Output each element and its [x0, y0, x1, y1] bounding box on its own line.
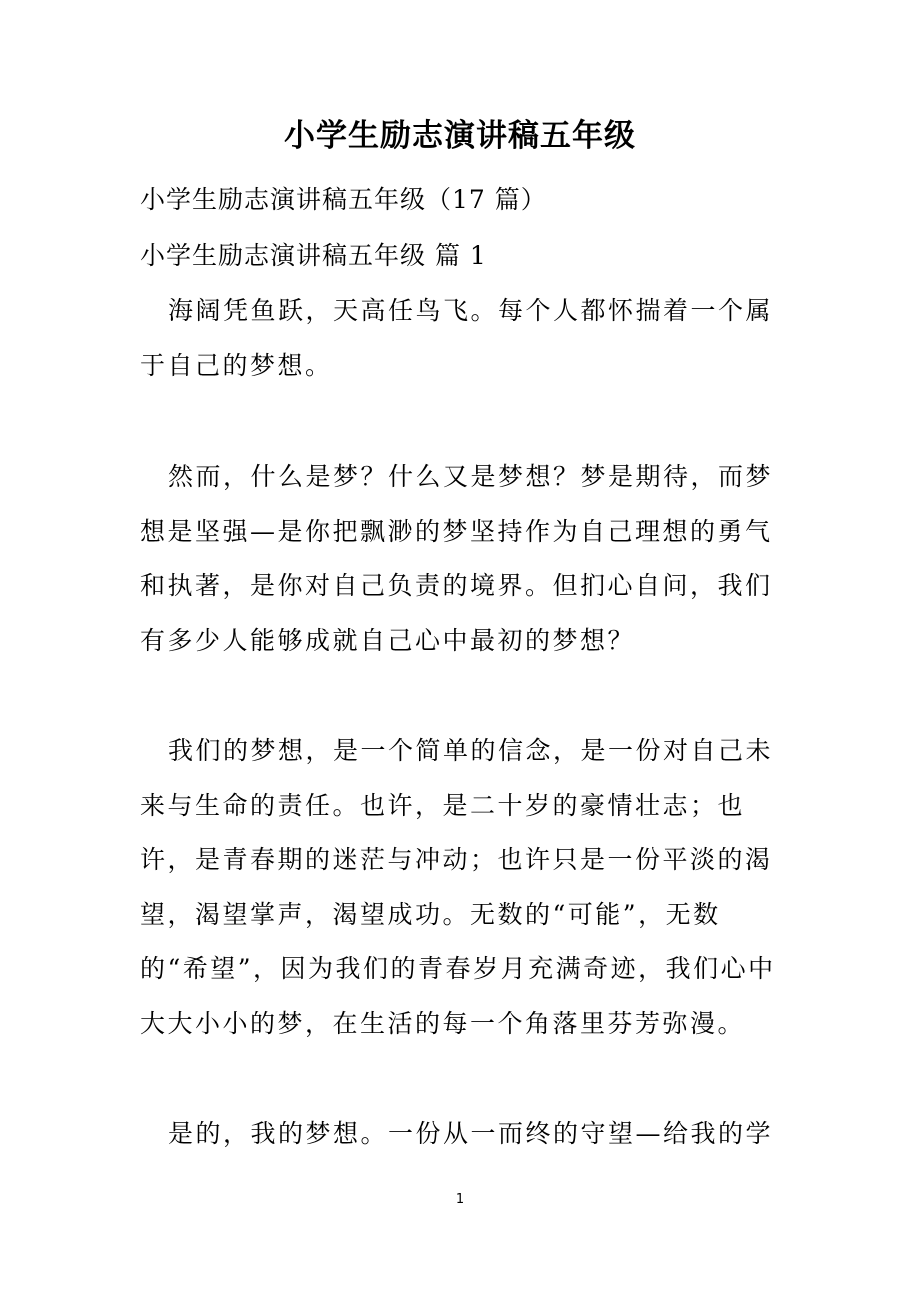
- body-paragraph-3: 我们的梦想，是一个简单的信念，是一份对自己未来与生命的责任。也许，是二十岁的豪情壮志；也许，是青春期的迷茫与冲动；也许只是一份平淡的渴望，渴望掌声，渴望成功。无数的“可能”，无数的“希望”，因为我们的青春岁月充满奇迹，我们心中大大小小的梦，在生活的每一个角落里芬芳弥漫。: [140, 736, 776, 1038]
- body-paragraph-4: 是的，我的梦想。一份从一而终的守望—给我的学: [168, 1119, 774, 1148]
- part-heading: 小学生励志演讲稿五年级 篇 1: [140, 241, 487, 270]
- document-subtitle: 小学生励志演讲稿五年级（17 篇）: [140, 185, 547, 214]
- body-paragraph-1: 海阔凭鱼跃，天高任鸟飞。每个人都怀揣着一个属于自己的梦想。: [140, 296, 774, 380]
- body-paragraph-2: 然而，什么是梦？什么又是梦想？梦是期待，而梦想是坚强—是你把飘渺的梦坚持作为自己理想的勇气和执著，是你对自己负责的境界。但扪心自问，我们有多少人能够成就自己心中最初的梦想？: [140, 462, 774, 655]
- document-title: 小学生励志演讲稿五年级: [284, 118, 636, 154]
- page-number: 1: [455, 1192, 465, 1207]
